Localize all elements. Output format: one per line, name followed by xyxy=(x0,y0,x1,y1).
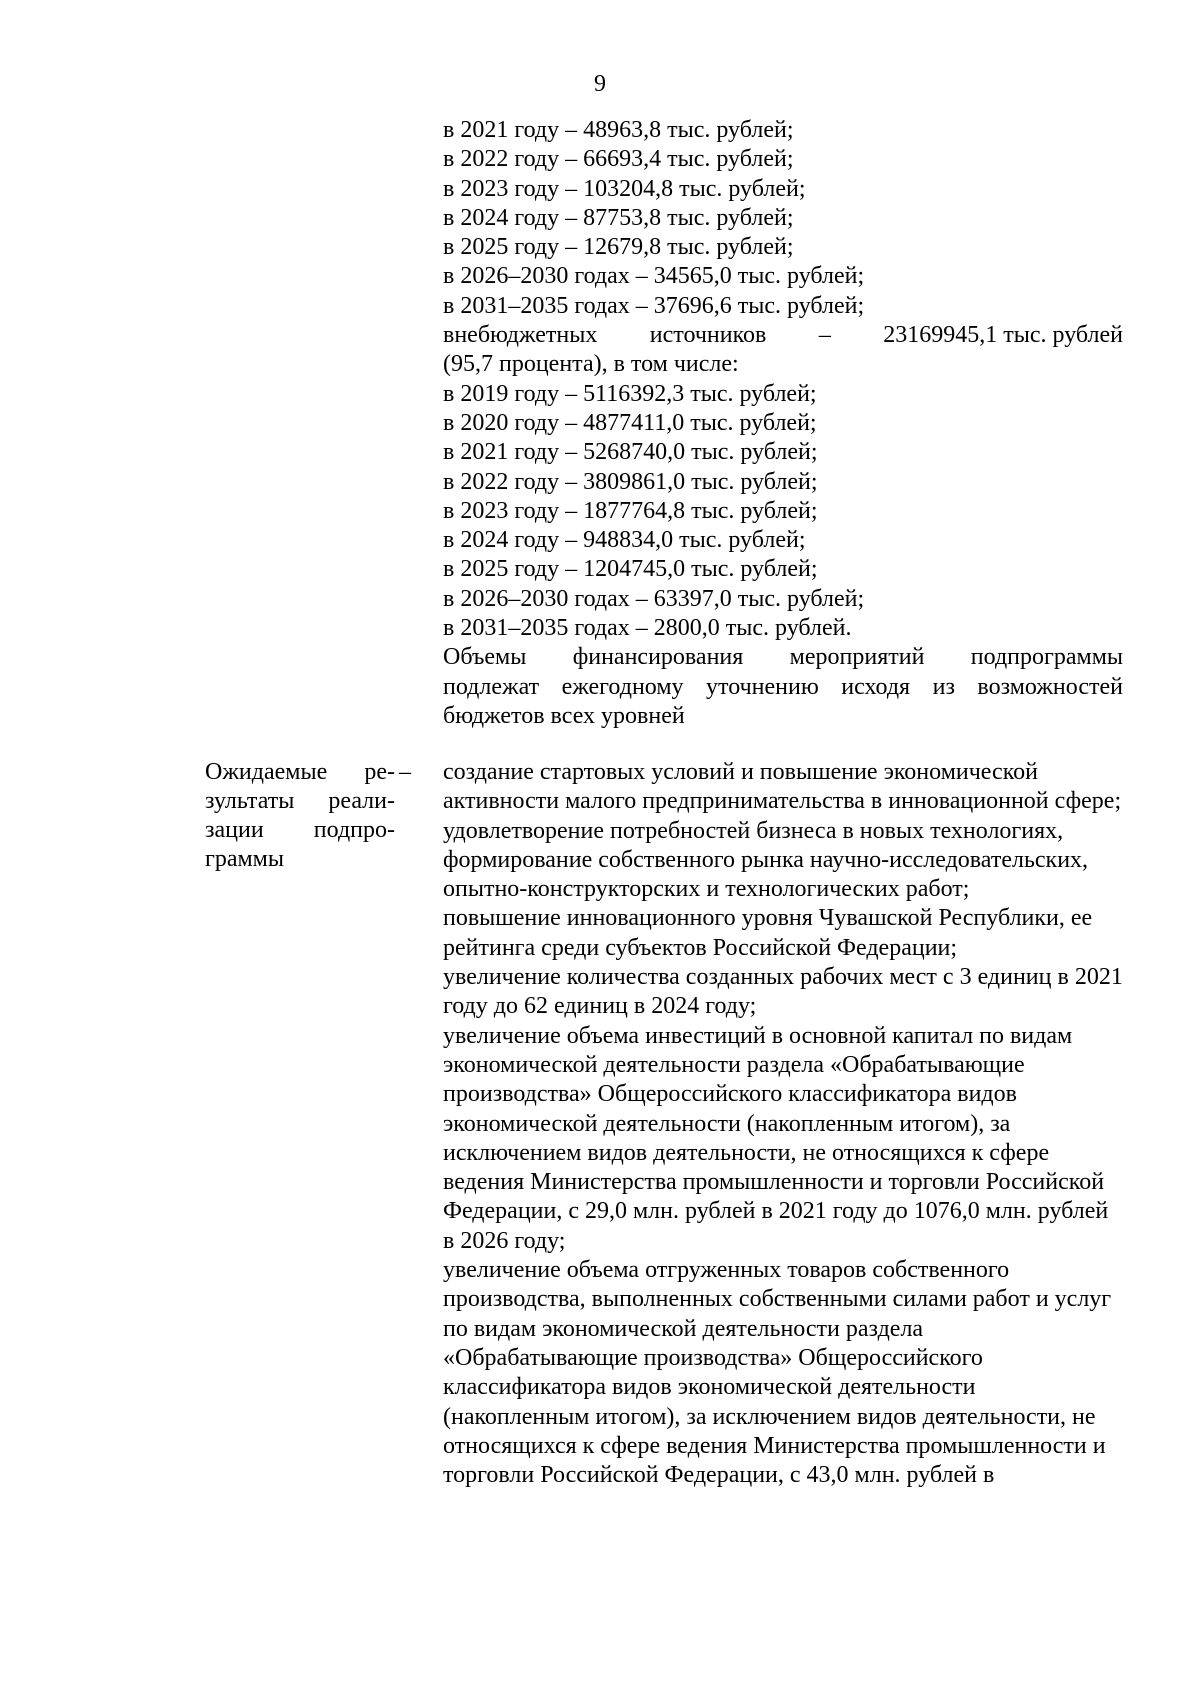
page-number: 9 xyxy=(594,71,606,97)
financing-line: в 2026–2030 годах – 63397,0 тыс. рублей; xyxy=(443,585,865,612)
financing-note-line: подлежат ежегодному уточнению исходя из возможностей xyxy=(443,673,1123,700)
financing-line: в 2031–2035 годах – 37696,6 тыс. рублей; xyxy=(443,292,865,319)
financing-line: в 2021 году – 5268740,0 тыс. рублей; xyxy=(443,439,818,466)
extra-source-word2: источников xyxy=(649,322,767,349)
extra-source-continuation: (95,7 процента), в том числе: xyxy=(443,351,739,378)
label-line: Ожидаемые ре- xyxy=(205,759,395,785)
financing-line: в 2022 году – 66693,4 тыс. рублей; xyxy=(443,146,794,173)
financing-note-last-line: бюджетов всех уровней xyxy=(443,702,685,729)
financing-line: в 2031–2035 годах – 2800,0 тыс. рублей. xyxy=(443,615,852,642)
label-last-line: граммы xyxy=(205,846,284,872)
financing-line: в 2025 году – 1204745,0 тыс. рублей; xyxy=(443,556,818,583)
financing-line: в 2019 году – 5116392,3 тыс. рублей; xyxy=(443,380,817,407)
financing-line: в 2024 году – 948834,0 тыс. рублей; xyxy=(443,527,806,554)
financing-line: в 2020 году – 4877411,0 тыс. рублей; xyxy=(443,409,817,436)
label-line: зации подпро- xyxy=(205,817,395,843)
financing-line: в 2023 году – 103204,8 тыс. рублей; xyxy=(443,175,806,202)
financing-line: в 2023 году – 1877764,8 тыс. рублей; xyxy=(443,497,818,524)
result-item: увеличение количества созданных рабочих мест с 3 единиц в 2021 году до 62 единиц в 2024 году; xyxy=(443,964,1123,1020)
financing-line: в 2024 году – 87753,8 тыс. рублей; xyxy=(443,204,794,231)
extra-budget-source-line xyxy=(443,321,1123,350)
financing-line: в 2022 году – 3809861,0 тыс. рублей; xyxy=(443,468,818,495)
financing-line: в 2021 году – 48963,8 тыс. рублей; xyxy=(443,117,794,143)
result-item: удовлетворение потребностей бизнеса в новых технологиях, формирование собственного рынка научно-исследовательских, опытно-конструкторских и технологических работ; xyxy=(443,817,1089,903)
result-item: увеличение объема инвестиций в основной капитал по видам экономической деятельности раздела «Обрабатывающие производства» Общероссийского классификатора видов экономической деятельности (накопленным итогом), за исключением видов деятельности, не относящихся к сфере ведения Министерства промышленности и торговли Российской Федерации, с 29,0 млн. рублей в 2021 году до 1076,0 млн. рублей в 2026 году; xyxy=(443,1022,1109,1254)
result-item: увеличение объема отгруженных товаров собственного производства, выполненных собственными силами работ и услуг по видам экономической деятельности раздела «Обрабатывающие производства» Общероссийского классификатора видов экономической деятельности (накопленным итогом), за исключением видов деятельности, не относящихся к сфере ведения Министерства промышленности и торговли Российской Федерации, с 43,0 млн. рублей в xyxy=(443,1257,1112,1489)
financing-line: в 2026–2030 годах – 34565,0 тыс. рублей; xyxy=(443,263,865,290)
financing-block xyxy=(443,116,1123,731)
extra-source-dash: – xyxy=(818,322,831,349)
expected-results-label xyxy=(205,758,395,874)
expected-results-list xyxy=(443,758,1123,1490)
financing-line: в 2025 году – 12679,8 тыс. рублей; xyxy=(443,234,794,261)
extra-source-word1: внебюджетных xyxy=(443,322,598,349)
label-dash: – xyxy=(399,759,411,785)
financing-note-line: Объемы финансирования мероприятий подпрограммы xyxy=(443,644,1123,671)
result-item: повышение инновационного уровня Чувашской Республики, ее рейтинга среди субъектов Российской Федерации; xyxy=(443,905,1093,961)
result-item: создание стартовых условий и повышение экономической активности малого предпринимательства в инновационной сфере; xyxy=(443,759,1122,815)
label-line: зультаты реали- xyxy=(205,788,395,814)
extra-source-amount: 23169945,1 тыс. рублей xyxy=(883,322,1123,349)
